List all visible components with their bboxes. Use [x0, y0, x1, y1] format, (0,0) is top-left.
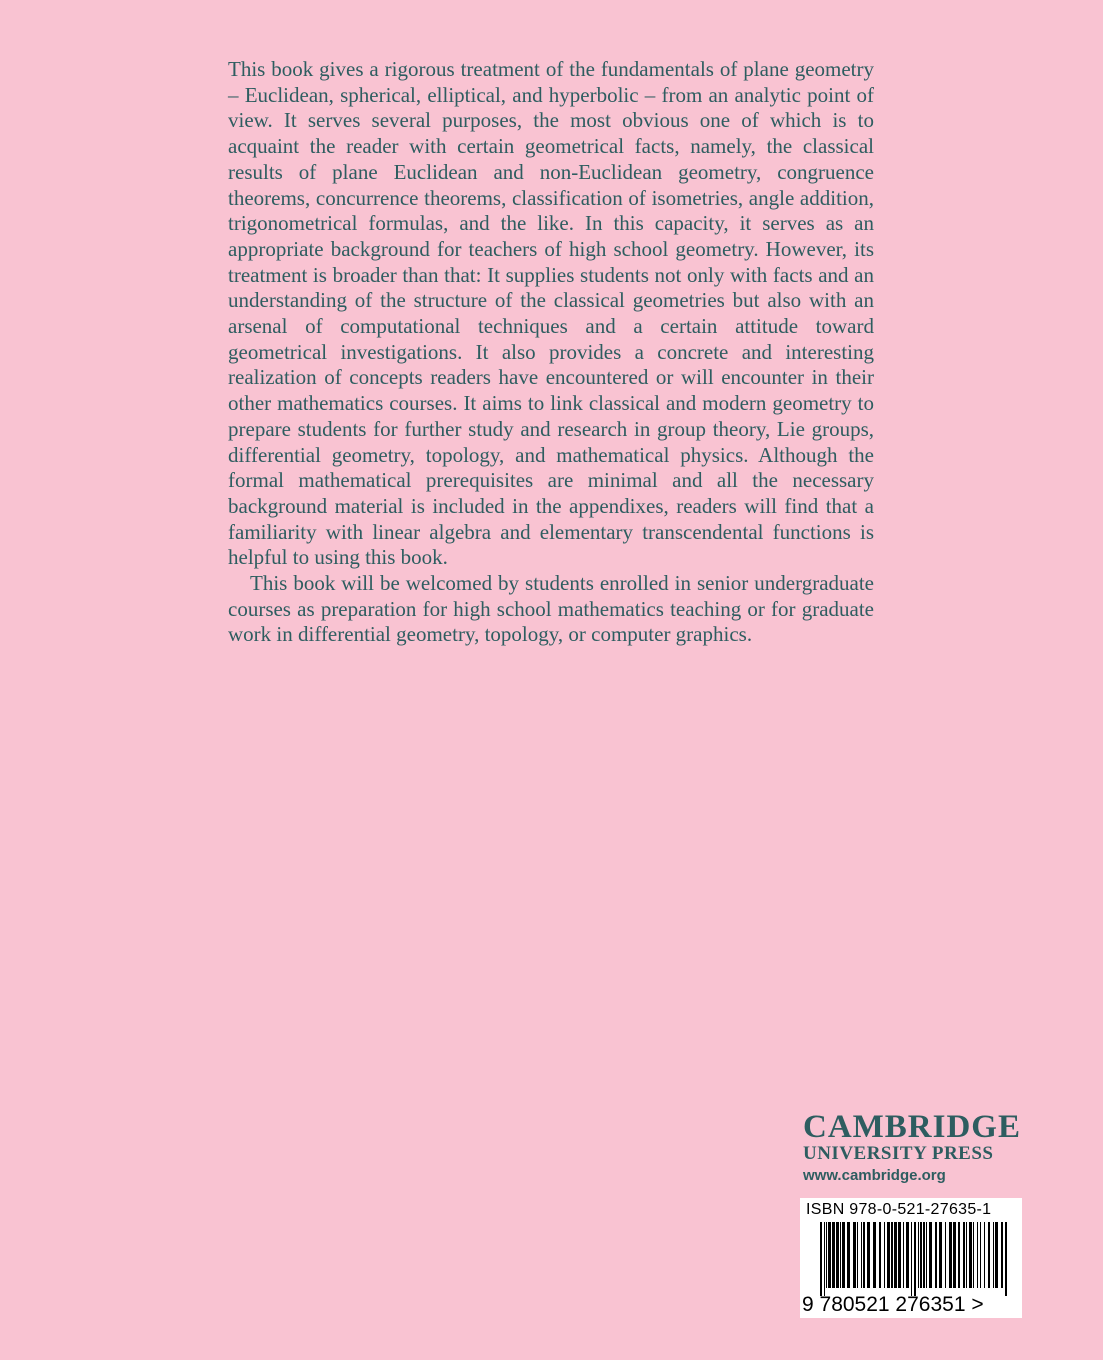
barcode-bar	[853, 1222, 856, 1288]
barcode-bar	[873, 1222, 876, 1288]
barcode-bar	[988, 1222, 990, 1288]
blurb-paragraph-2: This book will be welcomed by students enrolled in senior undergraduate courses as preparation for high school mathematics teaching or for graduate work in differential geometry, topology, or computer graphics.	[228, 571, 874, 647]
barcode-bar	[993, 1222, 994, 1288]
barcode-bar	[963, 1222, 965, 1288]
barcode-bar	[898, 1222, 901, 1288]
barcode-bar	[920, 1222, 922, 1288]
barcode-bar	[840, 1222, 841, 1288]
barcode-bar	[879, 1222, 881, 1288]
barcode-bar	[911, 1222, 912, 1296]
barcode-bar	[847, 1222, 850, 1288]
barcode-bar	[923, 1222, 925, 1288]
barcode-bars	[800, 1220, 1022, 1296]
barcode-bar	[906, 1222, 909, 1288]
barcode-bar	[973, 1222, 974, 1288]
barcode-bar	[977, 1222, 978, 1288]
isbn-label: ISBN 978-0-521-27635-1	[806, 1201, 992, 1218]
barcode-bar	[1005, 1222, 1007, 1296]
barcode-bar	[935, 1222, 937, 1288]
barcode-bar	[832, 1222, 835, 1288]
barcode-bar	[857, 1222, 858, 1288]
barcode-bar	[949, 1222, 952, 1288]
isbn-barcode	[800, 1198, 1022, 1318]
publisher-logo	[803, 1111, 1021, 1187]
barcode-bar	[939, 1222, 942, 1288]
barcode-bar	[980, 1222, 981, 1288]
barcode-bar	[887, 1222, 890, 1288]
barcode-bar	[914, 1222, 916, 1296]
barcode-bar	[1001, 1222, 1003, 1288]
barcode-bar	[984, 1222, 985, 1288]
back-cover-blurb	[228, 57, 874, 648]
blurb-paragraph-1: This book gives a rigorous treatment of the fundamentals of plane geometry – Euclidean, spherical, elliptical, and hyperbolic – from an analytic point of view. It serves several purposes, the most obvious one of which is to acquaint the reader with certain geometrical facts, namely, the classical results of plane Euclidean and non-Euclidean geometry, congruence theorems, concurrence theorems, classification of isometries, angle addition, trigonometrical formulas, and the like. In this capacity, it serves as an appropriate background for teachers of high school geometry. However, its treatment is broader than that: It supplies students not only with facts and an understanding of the structure of the classical geometries but also with an arsenal of computational techniques and a certain attitude toward geometrical investigations. It also provides a concrete and interesting realization of concepts readers have encountered or will encounter in their other mathematics courses. It aims to link classical and modern geometry to prepare students for further study and research in group theory, Lie groups, differential geometry, topology, and mathematical physics. Although the formal mathematical prerequisites are minimal and all the necessary background material is included in the appendixes, readers will find that a familiarity with linear algebra and elementary transcendental functions is helpful to using this book.	[228, 57, 874, 570]
barcode-bar	[966, 1222, 967, 1288]
barcode-bar	[926, 1222, 927, 1288]
barcode-bar	[842, 1222, 845, 1288]
barcode-bar	[958, 1222, 960, 1288]
barcode-bar	[824, 1222, 825, 1296]
barcode-bar	[929, 1222, 932, 1288]
barcode-bar	[969, 1222, 972, 1288]
barcode-bar	[953, 1222, 956, 1288]
barcode-bar	[836, 1222, 839, 1288]
barcode-bar	[903, 1222, 904, 1288]
publisher-name: CAMBRIDGE	[802, 1109, 1021, 1145]
barcode-bar	[828, 1222, 831, 1288]
barcode-bar	[826, 1222, 827, 1288]
barcode-bar	[894, 1222, 897, 1288]
barcode-bar	[863, 1222, 865, 1288]
barcode-bar	[820, 1222, 822, 1296]
barcode-bar	[861, 1222, 862, 1288]
publisher-url: www.cambridge.org	[802, 1167, 946, 1184]
barcode-bar	[867, 1222, 870, 1288]
barcode-bar	[884, 1222, 885, 1288]
publisher-subtitle: UNIVERSITY PRESS	[802, 1143, 994, 1164]
barcode-bar	[918, 1222, 919, 1288]
ean-digits: 9 780521 276351 >	[802, 1293, 984, 1316]
barcode-bar	[945, 1222, 946, 1288]
barcode-bar	[995, 1222, 998, 1288]
barcode-bar	[891, 1222, 893, 1288]
